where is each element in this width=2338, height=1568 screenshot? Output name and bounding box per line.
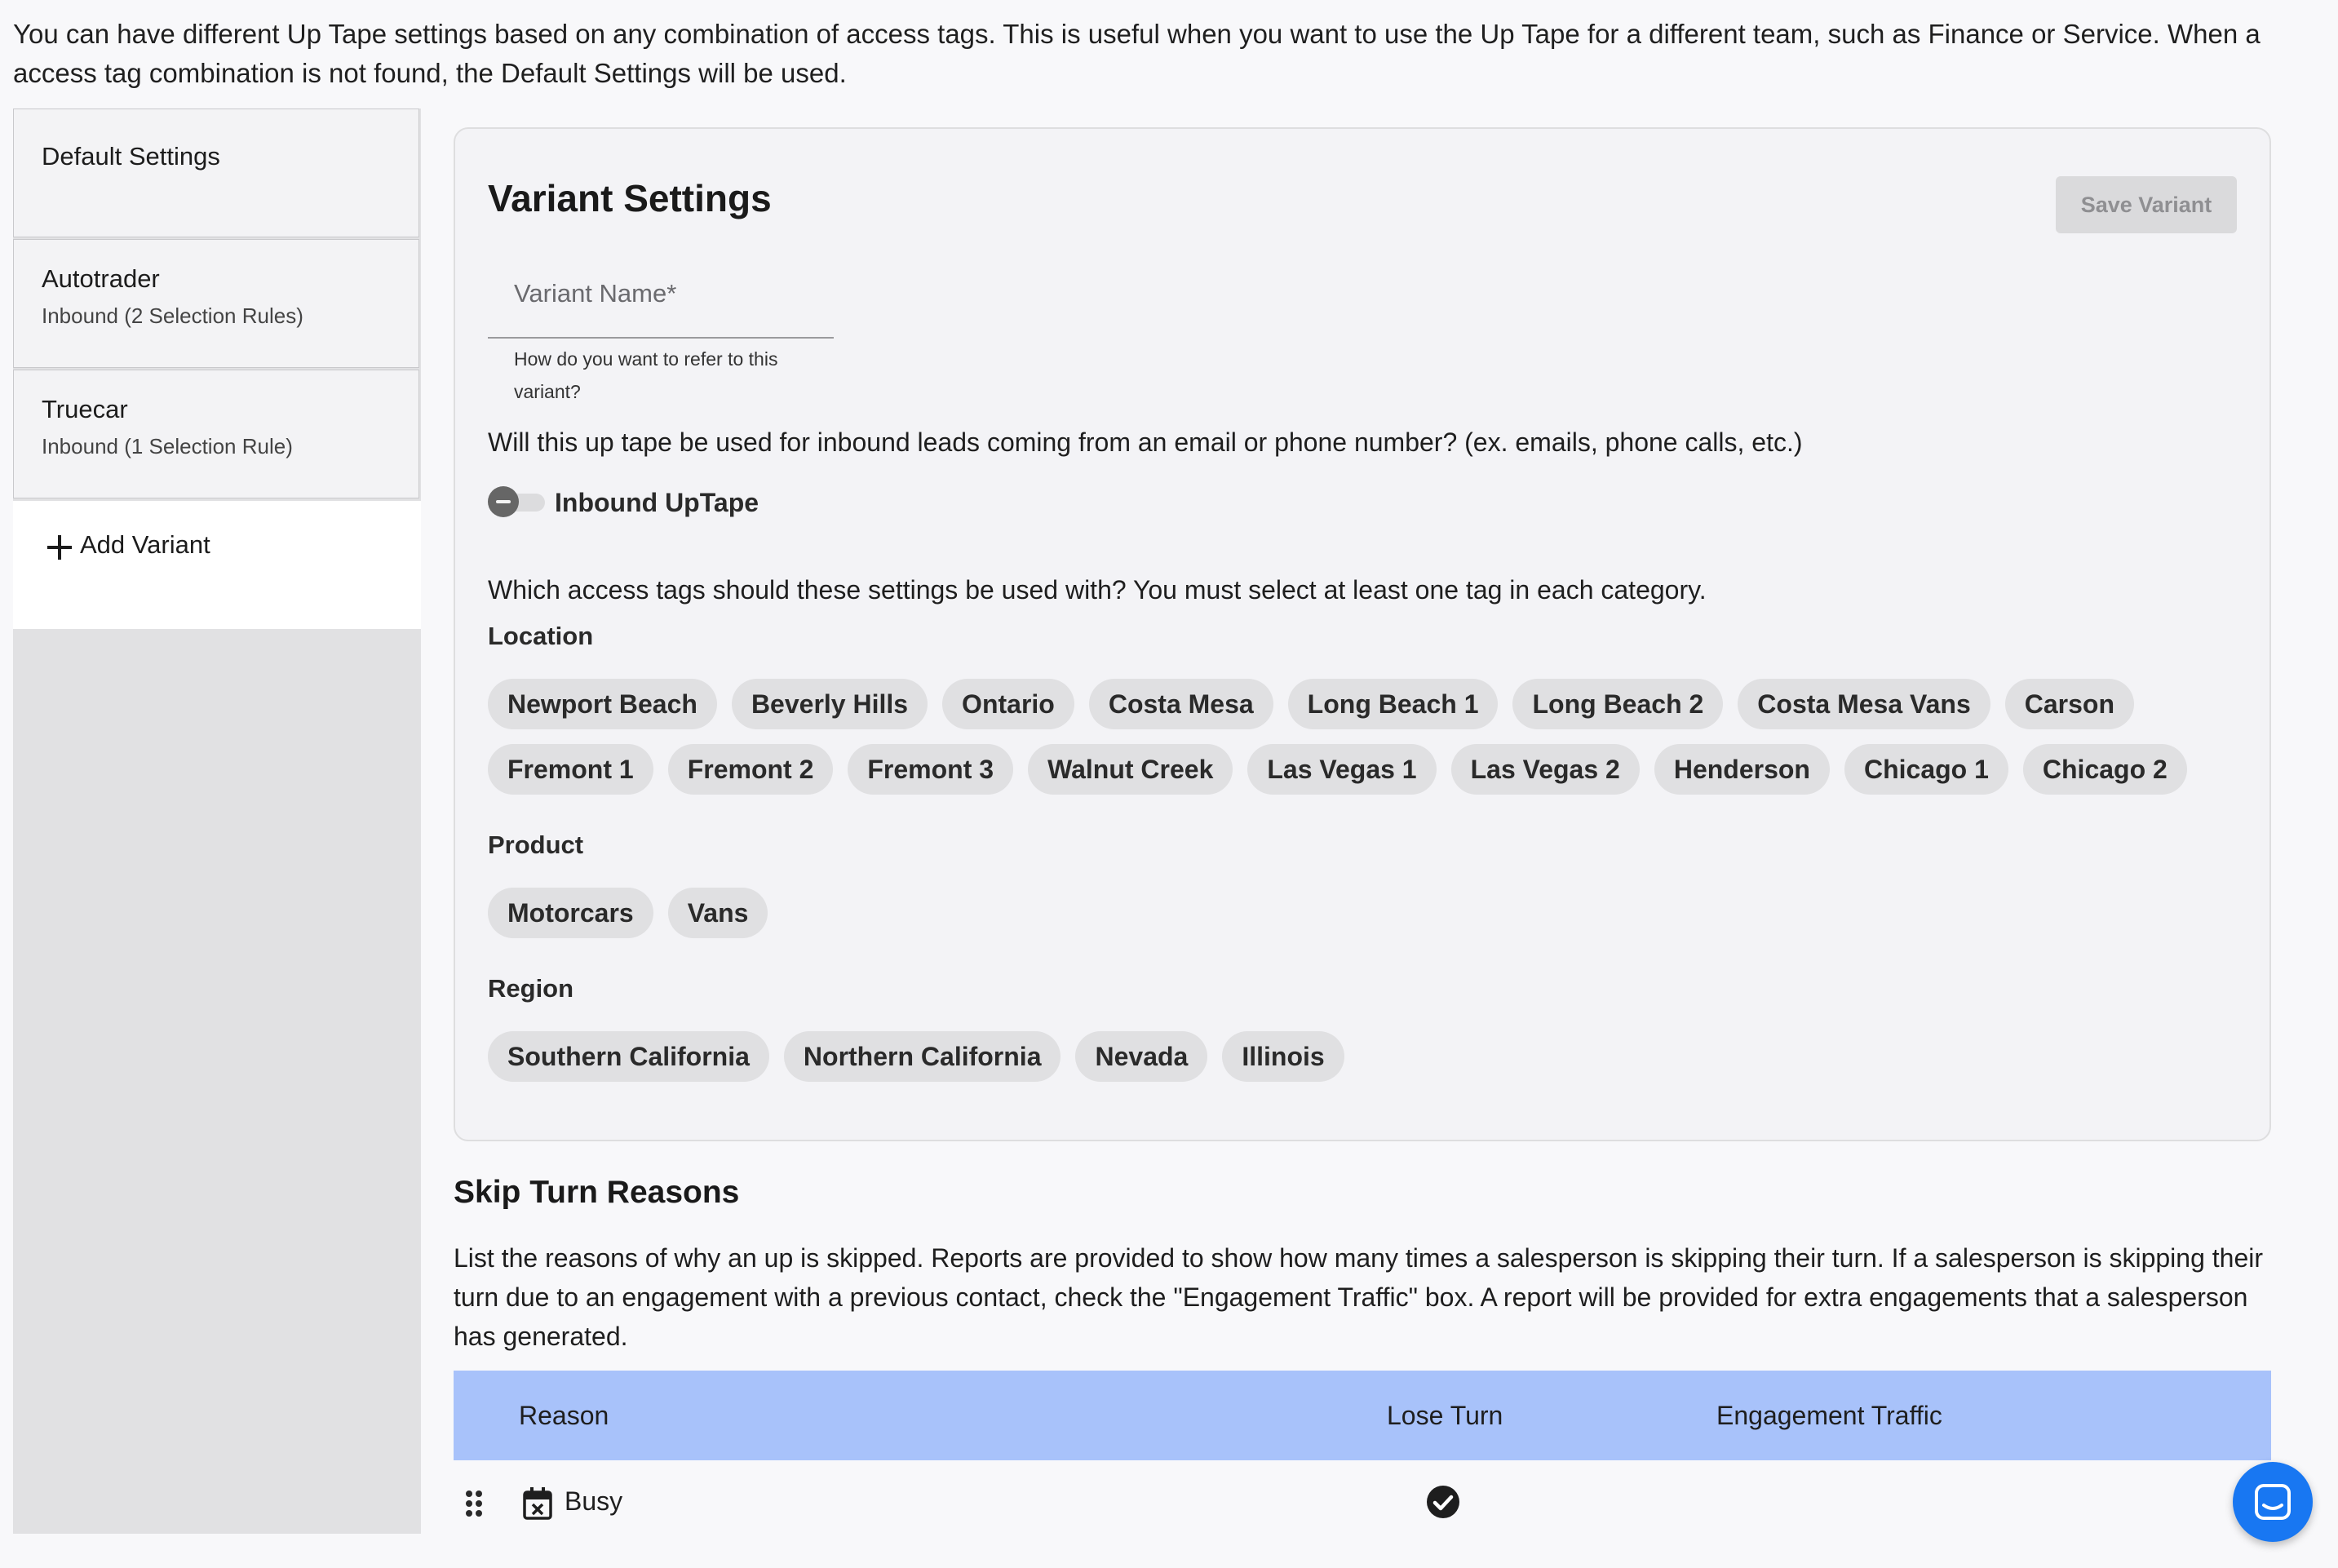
tag-chip[interactable]: Nevada [1075, 1031, 1207, 1082]
variant-item-truecar[interactable] [13, 370, 419, 498]
add-variant-label: Add Variant [80, 530, 210, 559]
tag-chip[interactable]: Costa Mesa [1089, 679, 1273, 729]
tag-chip[interactable]: Southern California [488, 1031, 769, 1082]
tag-chip[interactable]: Henderson [1654, 744, 1830, 795]
location-tags [488, 679, 2242, 795]
tag-chip[interactable]: Costa Mesa Vans [1738, 679, 1990, 729]
variant-name-input[interactable]: Variant Name* [514, 279, 677, 308]
tag-chip[interactable]: Las Vegas 2 [1451, 744, 1640, 795]
tag-chip[interactable]: Fremont 3 [848, 744, 1013, 795]
tag-chip[interactable]: Fremont 2 [668, 744, 834, 795]
intro-text: You can have different Up Tape settings based on any combination of access tags. This is useful when you want to use the Up Tape for a different team, such as Finance or Service. When a access tag combination is not found, the Default Settings will be used. [13, 19, 2261, 88]
variant-name-underline [488, 337, 834, 339]
category-label-product: Product [488, 831, 584, 859]
minus-icon [488, 486, 519, 517]
variant-item-subtitle: Inbound (2 Selection Rules) [42, 303, 303, 328]
column-header-reason: Reason [519, 1401, 609, 1430]
chat-launcher-button[interactable] [2233, 1462, 2313, 1542]
variant-item-default-settings[interactable] [13, 109, 419, 237]
inbound-toggle-label: Inbound UpTape [555, 488, 759, 517]
table-row [454, 1460, 2271, 1542]
tag-chip[interactable]: Vans [668, 888, 768, 938]
skip-turn-table-header [454, 1371, 2271, 1460]
reason-text: Busy [565, 1486, 623, 1516]
tag-chip[interactable]: Las Vegas 1 [1247, 744, 1436, 795]
tag-chip[interactable]: Long Beach 2 [1512, 679, 1723, 729]
variant-item-name: Autotrader [42, 264, 160, 293]
tag-chip[interactable]: Chicago 1 [1844, 744, 2008, 795]
column-header-lose-turn: Lose Turn [1387, 1401, 1503, 1430]
product-tags [488, 888, 2242, 938]
variant-item-autotrader[interactable] [13, 239, 419, 368]
inbound-toggle[interactable] [488, 486, 547, 517]
tag-chip[interactable]: Newport Beach [488, 679, 717, 729]
skip-turn-description: List the reasons of why an up is skipped. Reports are provided to show how many times a salesperson is skipping their turn. If a salesperson is skipping their turn due to an engagement with a previous contact, check the "Engagement Traffic" box. A report will be provided for extra engagements that a salesperson has generated. [454, 1243, 2264, 1351]
category-label-location: Location [488, 622, 594, 650]
calendar-remove-icon [522, 1486, 553, 1521]
drag-handle-icon[interactable] [465, 1490, 483, 1517]
access-question: Which access tags should these settings be used with? You must select at least one tag in each category. [488, 575, 1707, 605]
check-circle-icon[interactable] [1426, 1485, 1460, 1519]
tag-chip[interactable]: Motorcars [488, 888, 653, 938]
variant-item-subtitle: Inbound (1 Selection Rule) [42, 434, 293, 458]
chat-icon [2254, 1483, 2292, 1521]
tag-chip[interactable]: Northern California [784, 1031, 1061, 1082]
tag-chip[interactable]: Ontario [942, 679, 1074, 729]
tag-chip[interactable]: Illinois [1222, 1031, 1344, 1082]
tag-chip[interactable]: Beverly Hills [732, 679, 928, 729]
tag-chip[interactable]: Long Beach 1 [1288, 679, 1499, 729]
add-variant-button[interactable] [13, 501, 421, 629]
variant-item-name: Default Settings [42, 142, 220, 171]
variant-list [13, 109, 421, 1534]
region-tags [488, 1031, 2242, 1082]
tag-chip[interactable]: Fremont 1 [488, 744, 653, 795]
save-variant-button[interactable]: Save Variant [2056, 176, 2237, 233]
column-header-engagement-traffic: Engagement Traffic [1716, 1401, 1942, 1430]
variant-settings-panel [454, 127, 2271, 1141]
variant-name-helper: How do you want to refer to this variant? [514, 348, 778, 402]
variant-item-name: Truecar [42, 395, 128, 423]
skip-turn-title: Skip Turn Reasons [454, 1175, 740, 1210]
tag-chip[interactable]: Walnut Creek [1028, 744, 1233, 795]
plus-icon [46, 534, 73, 561]
page-title: Variant Settings [488, 177, 772, 219]
tag-chip[interactable]: Carson [2005, 679, 2134, 729]
tag-chip[interactable]: Chicago 2 [2023, 744, 2187, 795]
category-label-region: Region [488, 974, 574, 1003]
inbound-question: Will this up tape be used for inbound leads coming from an email or phone number? (ex. emails, phone calls, etc.) [488, 427, 1803, 457]
